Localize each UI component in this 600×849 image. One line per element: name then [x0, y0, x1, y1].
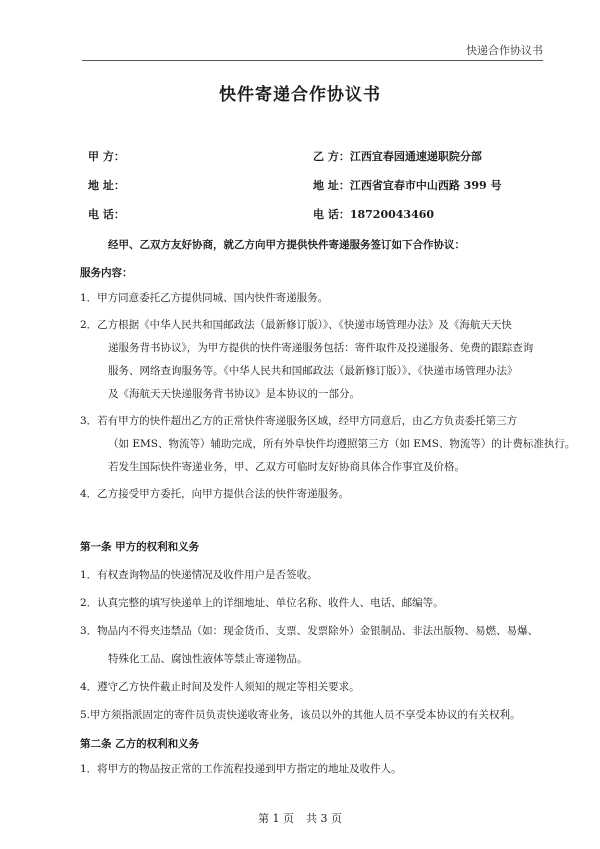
- page-number: 第 1 页: [258, 812, 294, 825]
- party-b-phone-value: 18720043460: [349, 208, 435, 221]
- page-footer: [0, 810, 600, 826]
- article1-list: [80, 561, 550, 729]
- service-heading: 服务内容：: [80, 267, 133, 279]
- party-b-phone: [313, 206, 434, 222]
- list-item: 1．有权查询物品的快递情况及收件用户是否签收。: [80, 569, 318, 581]
- list-item: 3．若有甲方的快件超出乙方的正常快件寄递服务区域，经甲方同意后，由乙方负责委托第三方: [80, 415, 518, 427]
- intro-paragraph: 经甲、乙双方友好协商，就乙方向甲方提供快件寄递服务签订如下合作协议：: [108, 239, 465, 251]
- party-b-name-label: 乙 方：: [313, 150, 350, 163]
- header-rule: [82, 60, 543, 61]
- list-item: 1．甲方同意委托乙方提供同城、国内快件寄递服务。: [80, 292, 329, 304]
- list-item: 特殊化工品、腐蚀性液体等禁止寄递物品。: [108, 653, 308, 665]
- list-item: 1．将甲方的物品按正常的工作流程投递到甲方指定的地址及收件人。: [80, 763, 402, 775]
- list-item: 2．乙方根据《中华人民共和国邮政法（最新修订版）》、《快递市场管理办法》及《海航天天快: [80, 319, 512, 331]
- article2-list: [80, 758, 550, 781]
- running-header: 快递合作协议书: [466, 44, 543, 57]
- list-item: 及《海航天天快递服务背书协议》是本协议的一部分。: [108, 388, 360, 400]
- list-item: 5.甲方须指派固定的寄件员负责快递收寄业务，该员以外的其他人员不享受本协议的有关权利。: [80, 709, 521, 721]
- party-b-phone-label: 电 话：: [313, 208, 350, 221]
- article2-heading: 第二条 乙方的权利和义务: [80, 738, 200, 750]
- list-item: 若发生国际快件寄递业务，甲、乙双方可临时友好协商具体合作事宜及价格。: [108, 461, 465, 473]
- party-a-name-label: 甲 方：: [88, 150, 125, 163]
- party-a-address-label: 地 址：: [88, 179, 125, 192]
- party-b-address-value: 江西省宜春市中山西路 399 号: [349, 179, 502, 192]
- page-total: 共 3 页: [306, 812, 342, 825]
- list-item: 服务、网络查询服务等。《中华人民共和国邮政法（最新修订版）》、《快递市场管理办法》: [108, 365, 518, 377]
- list-item: 4．遵守乙方快件截止时间及发件人须知的规定等相关要求。: [80, 681, 360, 693]
- list-item: 3．物品内不得夹违禁品（如：现金货币、支票、发票除外）金银制品、非法出版物、易燃、易爆、: [80, 625, 539, 637]
- party-b-address: [313, 177, 501, 193]
- list-item: 2．认真完整的填写快递单上的详细地址、单位名称、收件人、电话、邮编等。: [80, 597, 444, 609]
- list-item: （如 EMS、物流等）辅助完成，所有外阜快件均遵照第三方（如 EMS、物流等）的计费标准执行。: [108, 438, 576, 450]
- service-list: [80, 287, 576, 506]
- article1-heading: 第一条 甲方的权利和义务: [80, 541, 200, 553]
- party-a-phone-label: 电 话：: [88, 208, 125, 221]
- document-title: 快件寄递合作协议书: [219, 85, 381, 105]
- party-b-name: [313, 148, 482, 164]
- list-item: 4．乙方接受甲方委托，向甲方提供合法的快件寄递服务。: [80, 488, 350, 500]
- list-item: 递服务背书协议》，为甲方提供的快件寄递服务包括：寄件取件及投递服务、免费的跟踪查询: [108, 342, 534, 354]
- party-b-name-value: 江西宜春园通速递职院分部: [349, 150, 482, 163]
- party-b-address-label: 地 址：: [313, 179, 350, 192]
